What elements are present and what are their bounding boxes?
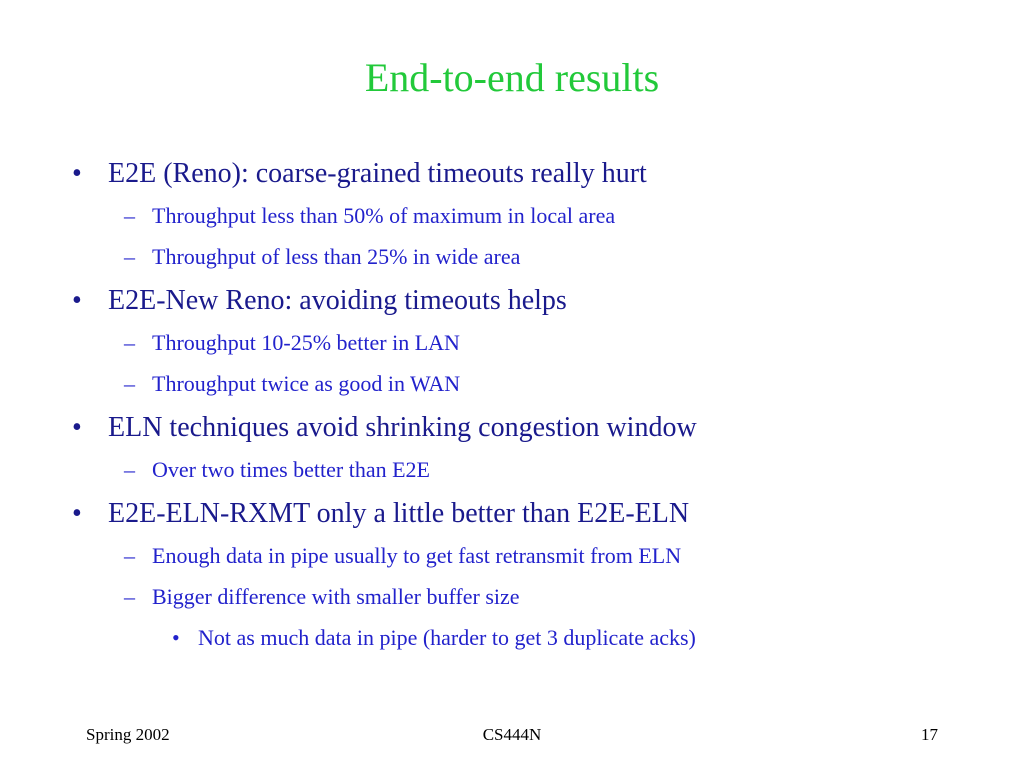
sub-bullet-item	[0, 449, 1024, 490]
sub-bullet-text: Over two times better than E2E	[152, 457, 430, 482]
dash-marker: –	[124, 371, 135, 396]
sub-bullet-text: Enough data in pipe usually to get fast retransmit from ELN	[152, 543, 682, 568]
dash-marker: –	[124, 203, 135, 228]
slide-title: End-to-end results	[364, 55, 660, 100]
dash-marker: –	[124, 330, 135, 355]
bullet-marker: •	[72, 285, 82, 316]
sub-bullet-item	[0, 322, 1024, 363]
bullet-item	[0, 280, 1024, 322]
footer-course: CS444N	[482, 725, 542, 744]
dash-marker: –	[124, 244, 135, 269]
sub-bullet-text: Throughput less than 50% of maximum in local area	[152, 203, 616, 228]
sub-bullet-text: Bigger difference with smaller buffer size	[152, 584, 520, 609]
sub-bullet-item	[0, 576, 1024, 617]
footer-date: Spring 2002	[86, 725, 170, 744]
dash-marker: –	[124, 543, 135, 568]
bullet-text: ELN techniques avoid shrinking congestion window	[108, 412, 697, 443]
sub-bullet-text: Throughput 10-25% better in LAN	[152, 330, 460, 355]
sub-sub-bullet-item	[0, 617, 1024, 658]
bullet-item	[0, 153, 1024, 195]
bullet-marker: •	[72, 498, 82, 529]
bullet-marker: •	[72, 412, 82, 443]
bullet-text: E2E (Reno): coarse-grained timeouts really hurt	[108, 158, 647, 189]
bullet-list	[0, 150, 1024, 658]
sub-bullet-text: Throughput of less than 25% in wide area	[152, 244, 521, 269]
bullet-item	[0, 493, 1024, 535]
sub-bullet-item	[0, 363, 1024, 404]
sub-sub-bullet-text: Not as much data in pipe (harder to get 3 duplicate acks)	[198, 625, 696, 650]
slide-number: 17	[921, 725, 938, 744]
dash-marker: –	[124, 584, 135, 609]
sub-bullet-item	[0, 535, 1024, 576]
sub-bullet-text: Throughput twice as good in WAN	[152, 371, 461, 396]
bullet-marker: •	[72, 158, 82, 189]
bullet-text: E2E-ELN-RXMT only a little better than E2E-ELN	[108, 498, 690, 529]
sub-bullet-item	[0, 236, 1024, 277]
bullet-text: E2E-New Reno: avoiding timeouts helps	[108, 285, 567, 316]
bullet-marker: •	[172, 625, 180, 650]
dash-marker: –	[124, 457, 135, 482]
bullet-item	[0, 407, 1024, 449]
sub-bullet-item	[0, 195, 1024, 236]
